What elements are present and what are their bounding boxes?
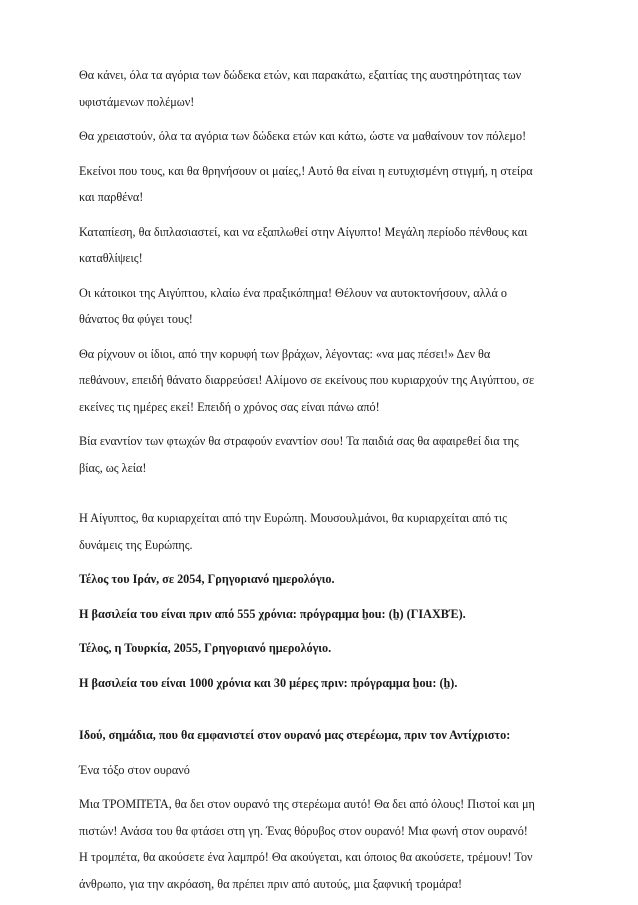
text-line: Θα χρειαστούν, όλα τα αγόρια των δώδεκα ετών και κάτω, ώστε να μαθαίνουν τον πόλεμο!: [79, 129, 527, 143]
heading-iran-reign: [79, 601, 569, 628]
text-line: καταθλίψεις!: [79, 251, 143, 265]
text-line: Η βασιλεία του είναι πριν από 555 χρόνια: πρόγραμμα ẖou: (ẖ) (ΓΙΑΧΒΈ).: [79, 606, 466, 621]
text-line: Η Αίγυπτος, θα κυριαρχείται από την Ευρώπη. Μουσουλμάνοι, θα κυριαρχείται από τις: [79, 511, 507, 525]
text-line: πιστών! Ανάσα του θα φτάσει στη γη. Ένας θόρυβος στον ουρανό! Μια φωνή στον ουρανό!: [79, 823, 528, 838]
heading-signs: [79, 722, 569, 749]
text-line: Θα κάνει, όλα τα αγόρια των δώδεκα ετών, και παρακάτω, εξαιτίας της αυστηρότητας των: [79, 68, 522, 82]
text-line: δυνάμεις της Ευρώπης.: [79, 537, 193, 552]
document-page: [79, 62, 569, 905]
text-line: Τέλος του Ιράν, σε 2054, Γρηγοριανό ημερολόγιο.: [79, 572, 335, 586]
text-line: Καταπίεση, θα διπλασιαστεί, και να εξαπλωθεί στην Αίγυπτο! Μεγάλη περίοδο πένθους και: [79, 224, 528, 239]
text-line: Εκείνοι που τους, και θα θρηνήσουν οι μαίες,! Αυτό θα είναι η ευτυχισμένη στιγμή, η στείρα: [79, 163, 533, 178]
heading-turkey: [79, 635, 569, 662]
paragraph-6: [79, 341, 569, 421]
text-line: και παρθένα!: [79, 190, 144, 204]
paragraph-5: [79, 280, 569, 333]
heading-turkey-reign: [79, 670, 569, 697]
text-line: Η βασιλεία του είναι 1000 χρόνια και 30 μέρες πριν: πρόγραμμα ẖou: (ẖ).: [79, 675, 458, 690]
paragraph-8: [79, 505, 569, 558]
text-line: Βία εναντίον των φτωχών θα στραφούν εναντίον σου! Τα παιδιά σας θα αφαιρεθεί δια της: [79, 434, 519, 448]
text-line: Η τρομπέτα, θα ακούσετε ένα λαμπρό! Θα ακούγεται, και όποιος θα ακούσετε, τρέμουν! Τον: [79, 850, 533, 864]
text-line: εκείνες τις ημέρες εκεί! Επειδή ο χρόνος σας είναι πάνω από!: [79, 399, 380, 414]
heading-iran: [79, 566, 569, 593]
paragraph-trumpet: [79, 791, 569, 897]
text-line: Θα ρίχνουν οι ίδιοι, από την κορυφή των βράχων, λέγοντας: «να μας πέσει!» Δεν θα: [79, 346, 491, 361]
paragraph-4: [79, 219, 569, 272]
text-line: Μια ΤΡΟΜΠΈΤΑ, θα δει στον ουρανό της στερέωμα αυτό! Θα δει από όλους! Πιστοί και μη: [79, 797, 535, 811]
paragraph-1: [79, 62, 569, 115]
paragraph-2: [79, 123, 569, 150]
text-line: Ιδού, σημάδια, που θα εμφανιστεί στον ουρανό μας στερέωμα, πριν τον Αντίχριστο:: [79, 728, 511, 742]
text-line: Οι κάτοικοι της Αιγύπτου, κλαίω ένα πραξικόπημα! Θέλουν να αυτοκτονήσουν, αλλά ο: [79, 285, 507, 300]
paragraph-arc: [79, 757, 569, 784]
paragraph-3: [79, 158, 569, 211]
text-line: υφιστάμενων πολέμων!: [79, 94, 195, 109]
paragraph-7: [79, 428, 569, 481]
text-line: πεθάνουν, επειδή θάνατο διαρρεύσει! Αλίμονο σε εκείνους που κυριαρχούν της Αιγύπτου, σε: [79, 373, 535, 387]
text-line: βίας, ως λεία!: [79, 460, 147, 475]
text-line: θάνατος θα φύγει τους!: [79, 312, 193, 326]
text-line: Ένα τόξο στον ουρανό: [79, 762, 190, 777]
text-line: Τέλος, η Τουρκία, 2055, Γρηγοριανό ημερολόγιο.: [79, 641, 332, 655]
text-line: άνθρωπο, για την ακρόαση, θα πρέπει πριν από αυτούς, μια ξαφνική τρομάρα!: [79, 876, 463, 891]
